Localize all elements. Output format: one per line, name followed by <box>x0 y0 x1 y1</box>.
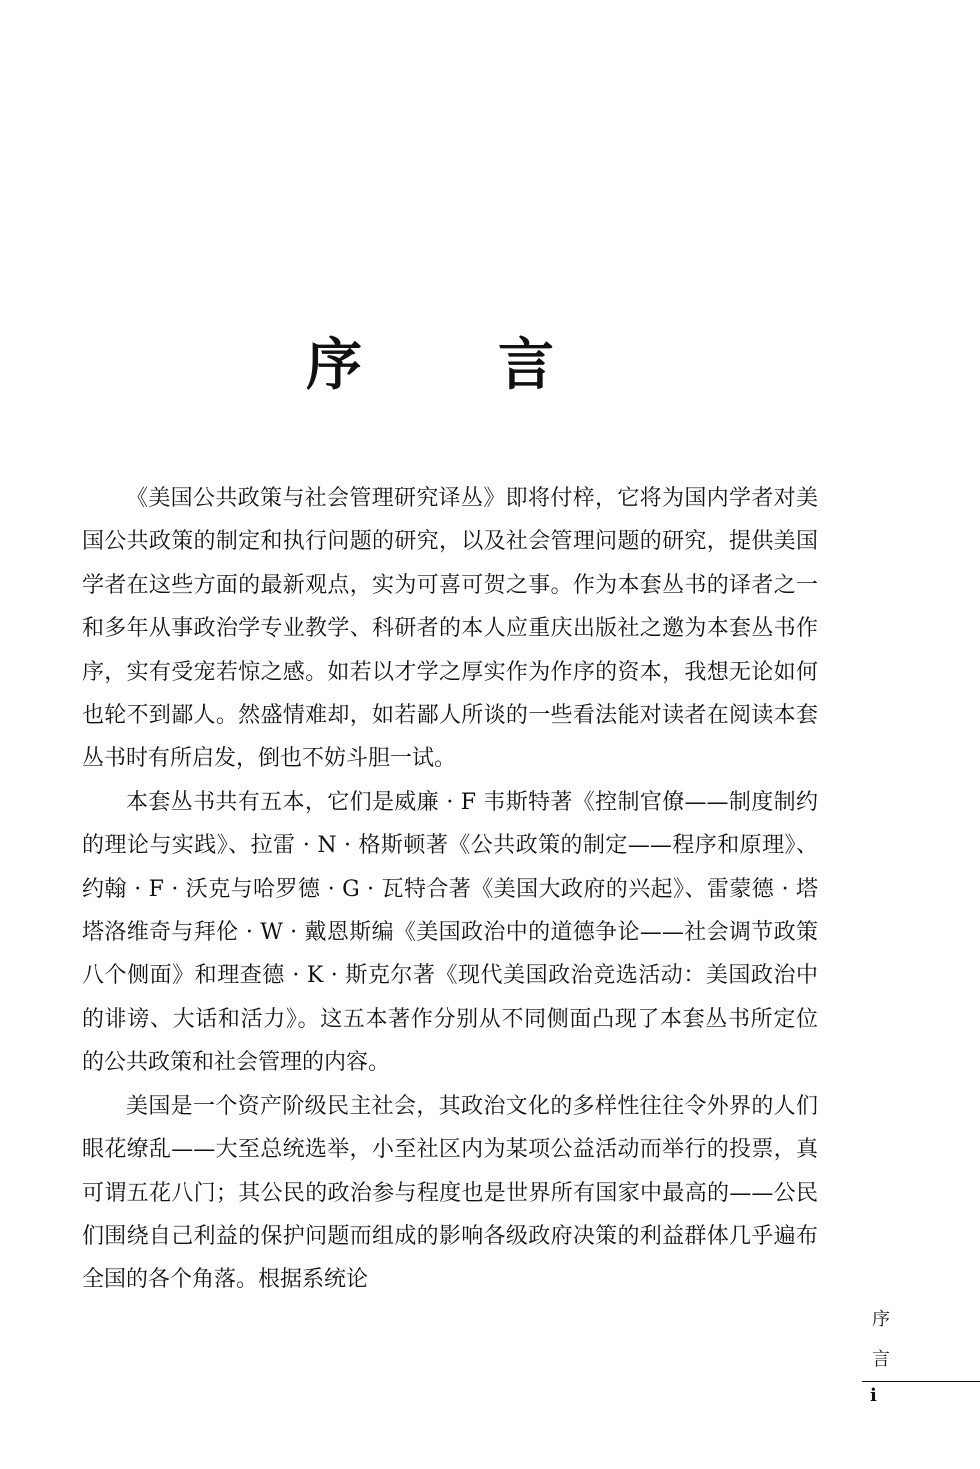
page-title: 序 言 <box>306 332 594 398</box>
page-number: i <box>870 1385 877 1406</box>
running-head <box>862 1300 980 1380</box>
running-head-char-1: 序 <box>872 1309 890 1330</box>
paragraph-1: 《美国公共政策与社会管理研究译丛》即将付梓，它将为国内学者对美国公共政策的制定和执行问题的研究，以及社会管理问题的研究，提供美国学者在这些方面的最新观点，实为可喜可贺之事。作为本套丛书的译者之一和多年从事政治学专业教学、科研者的本人应重庆出版社之邀为本套丛书作序，实有受宠若惊之感。如若以才学之厚实作为作序的资本，我想无论如何也轮不到鄙人。然盛情难却，如若鄙人所谈的一些看法能对读者在阅读本套丛书时有所启发，倒也不妨斗胆一试。 <box>82 486 818 772</box>
paragraph-2: 本套丛书共有五本，它们是威廉 · F 韦斯特著《控制官僚——制度制约的理论与实践》、拉雷 · N · 格斯顿著《公共政策的制定——程序和原理》、约翰 · F · 沃克与哈罗德 · G · 瓦特合著《美国大政府的兴起》、雷蒙德 · 塔塔洛维奇与拜伦 · W · 戴恩斯编《美国政治中的道德争论——社会调节政策八个侧面》和理查德 · K · 斯克尔著《现代美国政治竞选活动：美国政治中的诽谤、大话和活力》。这五本著作分别从不同侧面凸现了本套丛书所定位的公共政策和社会管理的内容。 <box>82 789 818 1076</box>
footer-rule <box>862 1381 980 1382</box>
body-text <box>82 477 818 1302</box>
paragraph-3: 美国是一个资产阶级民主社会，其政治文化的多样性往往令外界的人们眼花缭乱——大至总统选举，小至社区内为某项公益活动而举行的投票，真可谓五花八门；其公民的政治参与程度也是世界所有国家中最高的——公民们围绕自己利益的保护问题而组成的影响各级政府决策的利益群体几乎遍布全国的各个角落。根据系统论 <box>82 1093 818 1293</box>
running-head-char-2: 言 <box>872 1349 890 1370</box>
